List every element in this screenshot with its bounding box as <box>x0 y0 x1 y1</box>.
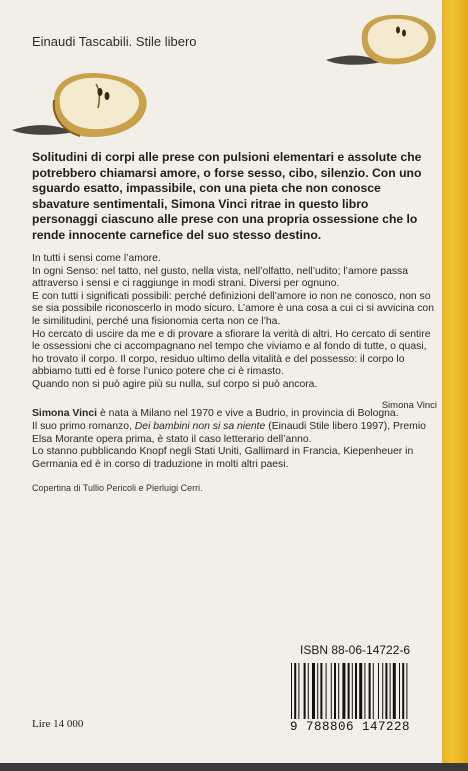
bio-line-1-text: è nata a Milano nel 1970 e vive a Budrio, in provincia di Bologna. <box>97 408 399 419</box>
excerpt-line: Quando non si può agire più su nulla, sul corpo si può ancora. <box>32 378 318 390</box>
barcode-bar <box>348 663 350 719</box>
bio-line-3: Lo stanno pubblicando Knopf negli Stati Uniti, Gallimard in Francia, Kiepenheuer in Germania ed è in corso di traduzione in molti altri paesi. <box>32 446 414 471</box>
cover-credit: Copertina di Tullio Pericoli e Pierluigi Cerri. <box>32 483 203 493</box>
barcode-bar <box>402 663 404 719</box>
barcode-bar <box>326 663 327 719</box>
barcode-bar <box>399 663 400 719</box>
barcode-bar <box>359 663 362 719</box>
blurb-text: Solitudini di corpi alle prese con pulsioni elementari e assolute che potrebbero chiamarsi amore, o forse sesso, cibo, silenzio. Con uno sguardo esatto, impassibile, con una pieta che non conosce sbavature sentimentali, Simona Vinci ritrae in questo libro personaggi ciascuno alle prese con una propria ossessione che lo rende innocente carnefice del suo stesso destino. <box>32 150 422 242</box>
bio-book-title: Dei bambini non si sa niente <box>134 420 266 432</box>
barcode-bar <box>334 663 336 719</box>
barcode-bar <box>308 663 309 719</box>
author-excerpt <box>32 253 437 412</box>
author-bio <box>32 408 442 472</box>
barcode-graphic <box>289 663 439 719</box>
excerpt-line: Ho cercato di uscire da me e di provare a sfiorare la verità di altri. Ho cercato di sentire le ossessioni che ci accompagnano nel tempo che viviamo e al fondo di tutte, o quasi, ho trovato il corpo. Il corpo, residuo ultimo della vitalità e del possesso: il corpo lo abbiamo tutti ed è forse l’unico potere che ci è rimasto. <box>32 328 431 378</box>
isbn-label: ISBN 88-06-14722-6 <box>300 643 411 657</box>
apple-illustration-left <box>4 70 154 142</box>
ean-number: 9 788806 147228 <box>290 720 411 734</box>
barcode-bar <box>342 663 345 719</box>
barcode-bar <box>385 663 387 719</box>
excerpt-signature: Simona Vinci <box>381 399 437 411</box>
excerpt-line: E con tutti i significati possibili: perché definizioni dell’amore io non ne conosco, non so se sia possibile riconoscerlo in modo sicuro. L’amore è una cosa a cui ci si avvicina con le similitudini, perché una fisionomia certa non ce l’ha. <box>32 290 434 327</box>
barcode-bar <box>294 663 296 719</box>
bio-line-2-post: (Einaudi Stile libero 1997), Premio Elsa Morante opera prima, è stato il caso letterario dell’anno. <box>32 420 426 445</box>
excerpt-line: In ogni Senso: nel tatto, nel gusto, nella vista, nell’olfatto, nell’udito; l’amore passa attraverso i sensi e ci raggiunge in modi strani. Diversi per ognuno. <box>32 265 409 290</box>
bio-line-2-pre: Il suo primo romanzo, <box>32 420 135 432</box>
barcode-bar <box>364 663 365 719</box>
bio-line-2 <box>32 421 442 447</box>
barcode-bar <box>373 663 374 719</box>
excerpt-line: In tutti i sensi come l’amore. <box>32 253 161 264</box>
apple-illustration-right <box>322 12 442 70</box>
barcode-bar <box>320 663 322 719</box>
barcode-bar <box>393 663 396 719</box>
barcode-bar <box>355 663 357 719</box>
series-title: Einaudi Tascabili. Stile libero <box>32 34 197 49</box>
barcode-bar <box>312 663 315 719</box>
barcode-bar <box>338 663 339 719</box>
barcode-bar <box>378 663 379 719</box>
barcode-bar <box>298 663 299 719</box>
bio-author-name: Simona Vinci <box>32 408 98 419</box>
barcode-bar <box>291 663 292 719</box>
price-label: Lire 14 000 <box>32 718 84 730</box>
barcode-bar <box>331 663 332 719</box>
barcode-bar <box>304 663 306 719</box>
barcode-bar <box>390 663 391 719</box>
barcode-bar <box>369 663 371 719</box>
barcode-bar <box>317 663 318 719</box>
barcode-bar <box>382 663 383 719</box>
bottom-edge <box>0 763 468 771</box>
barcode-bar <box>352 663 353 719</box>
bio-line-1 <box>32 408 442 421</box>
barcode-bar <box>406 663 407 719</box>
yellow-spine-edge <box>442 0 468 771</box>
